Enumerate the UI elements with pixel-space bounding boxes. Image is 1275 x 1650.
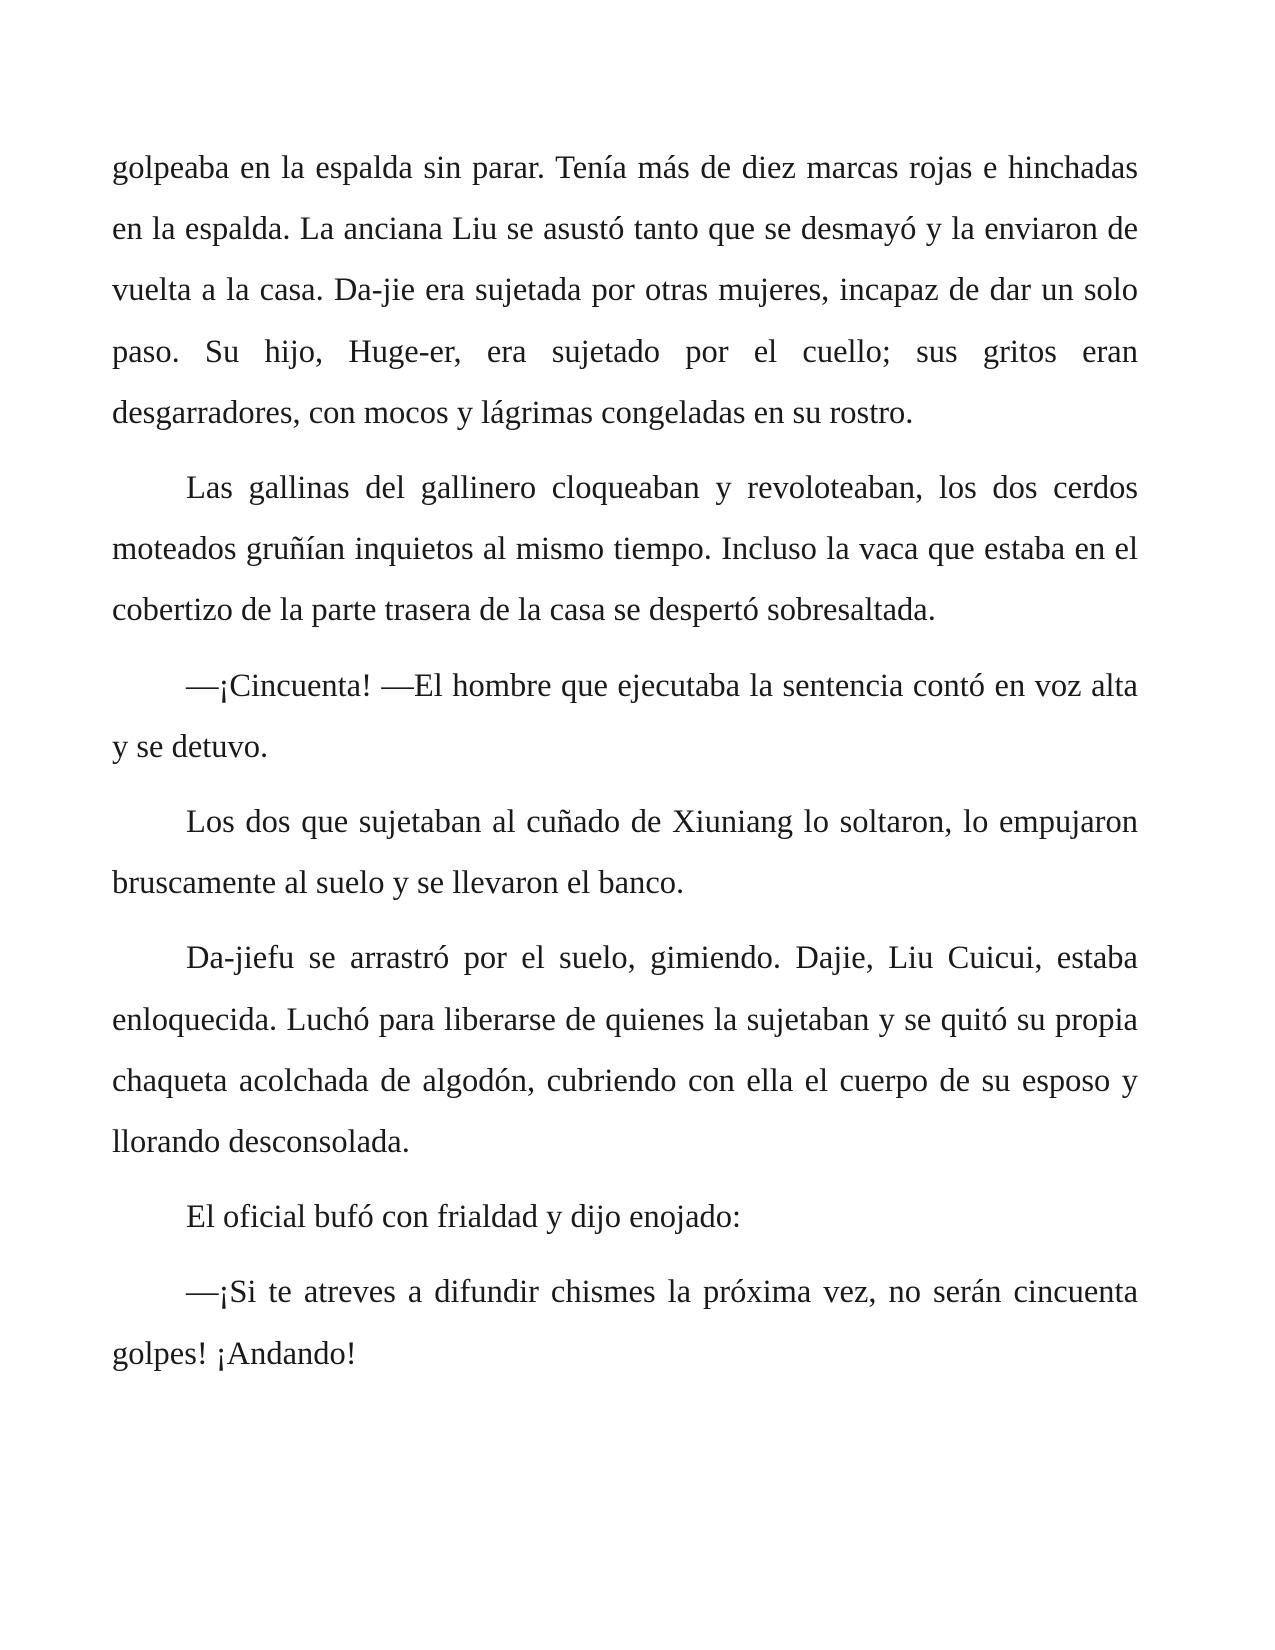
paragraph-3: —¡Cincuenta! —El hombre que ejecutaba la sentencia contó en voz alta y se detuvo. — [112, 667, 1138, 765]
paragraph-1: golpeaba en la espalda sin parar. Tenía más de diez marcas rojas e hinchadas en la espalda. La anciana Liu se asustó tanto que se desmayó y la enviaron de vuelta a la casa. Da-jie era sujetada por otras mujeres, incapaz de dar un solo paso. Su hijo, Huge-er, era sujetado por el cuello; sus gritos eran desgarradores, con mocos y lágrimas congeladas en su rostro. — [112, 150, 1138, 431]
paragraph-5: Da-jiefu se arrastró por el suelo, gimiendo. Dajie, Liu Cuicui, estaba enloquecida. Luchó para liberarse de quienes la sujetaban y se quitó su propia chaqueta acolchada de algodón, cubriendo con ella el cuerpo de su esposo y llorando desconsolada. — [112, 940, 1138, 1161]
document-page — [112, 138, 1138, 1399]
paragraph-4: Los dos que sujetaban al cuñado de Xiuniang lo soltaron, lo empujaron bruscamente al suelo y se llevaron el banco. — [112, 804, 1138, 902]
paragraph-7: —¡Si te atreves a difundir chismes la próxima vez, no serán cincuenta golpes! ¡Andando! — [112, 1274, 1138, 1372]
paragraph-6: El oficial bufó con frialdad y dijo enojado: — [186, 1199, 742, 1236]
paragraph-2: Las gallinas del gallinero cloqueaban y revoloteaban, los dos cerdos moteados gruñían inquietos al mismo tiempo. Incluso la vaca que estaba en el cobertizo de la parte trasera de la casa se despertó sobresaltada. — [112, 470, 1138, 629]
